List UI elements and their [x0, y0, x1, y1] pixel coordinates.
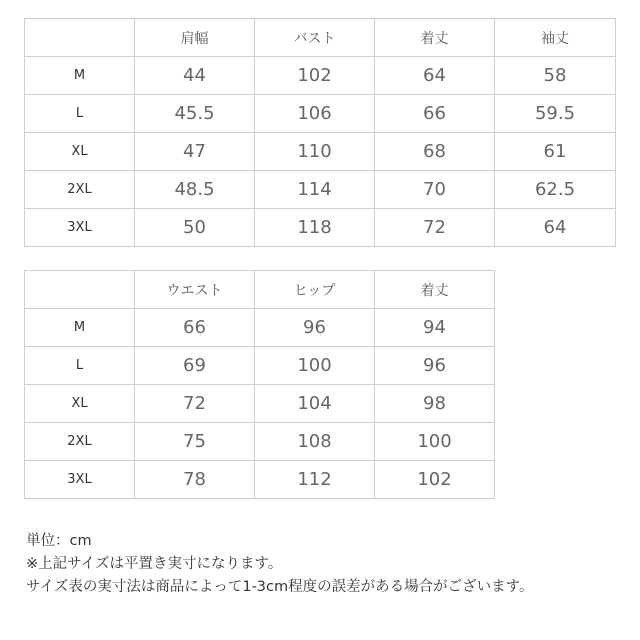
table-row — [25, 347, 495, 385]
table-cell: 98 — [375, 385, 495, 423]
table-row — [25, 423, 495, 461]
header-waist: ウエスト — [135, 271, 255, 309]
table-cell: 94 — [375, 309, 495, 347]
table-cell: 104 — [255, 385, 375, 423]
table-row — [25, 309, 495, 347]
size-label: L — [25, 347, 135, 385]
table-cell: 96 — [375, 347, 495, 385]
table-cell: 44 — [135, 57, 255, 95]
table-cell: 48.5 — [135, 171, 255, 209]
table-cell: 58 — [495, 57, 616, 95]
header-cell-blank — [25, 19, 135, 57]
size-label: 3XL — [25, 209, 135, 247]
table-cell: 69 — [135, 347, 255, 385]
table-row — [25, 385, 495, 423]
table-cell: 66 — [135, 309, 255, 347]
table-cell: 114 — [255, 171, 375, 209]
table-cell: 72 — [375, 209, 495, 247]
table-cell: 75 — [135, 423, 255, 461]
table-row — [25, 57, 616, 95]
table-cell: 50 — [135, 209, 255, 247]
table-cell: 96 — [255, 309, 375, 347]
table-cell: 78 — [135, 461, 255, 499]
header-length: 着丈 — [375, 19, 495, 57]
table-row — [25, 461, 495, 499]
size-label: L — [25, 95, 135, 133]
unit-note: 単位：cm — [26, 533, 92, 549]
tolerance-note: サイズ表の実寸法は商品によって1-3cm程度の誤差がある場合がございます。 — [26, 579, 534, 595]
table-cell: 102 — [375, 461, 495, 499]
table-cell: 102 — [255, 57, 375, 95]
table-row — [25, 133, 616, 171]
table-cell: 72 — [135, 385, 255, 423]
table-cell: 110 — [255, 133, 375, 171]
table-cell: 108 — [255, 423, 375, 461]
table-row — [25, 95, 616, 133]
size-label: M — [25, 309, 135, 347]
table-header-row — [25, 19, 616, 57]
size-notes — [26, 530, 533, 599]
header-sleeve: 袖丈 — [495, 19, 616, 57]
table-cell: 59.5 — [495, 95, 616, 133]
table-row — [25, 209, 616, 247]
table-cell: 64 — [375, 57, 495, 95]
table-header-row — [25, 271, 495, 309]
table-cell: 47 — [135, 133, 255, 171]
size-table-bottoms — [24, 270, 495, 499]
table-cell: 45.5 — [135, 95, 255, 133]
header-cell-blank — [25, 271, 135, 309]
table-cell: 112 — [255, 461, 375, 499]
header-shoulder: 肩幅 — [135, 19, 255, 57]
table-cell: 100 — [255, 347, 375, 385]
table-cell: 68 — [375, 133, 495, 171]
table-cell: 66 — [375, 95, 495, 133]
table-row — [25, 171, 616, 209]
size-label: 2XL — [25, 171, 135, 209]
size-label: 3XL — [25, 461, 135, 499]
size-label: 2XL — [25, 423, 135, 461]
table-cell: 62.5 — [495, 171, 616, 209]
measurement-note: ※上記サイズは平置き実寸になります。 — [26, 556, 283, 572]
size-label: M — [25, 57, 135, 95]
table-cell: 64 — [495, 209, 616, 247]
size-table-tops — [24, 18, 616, 247]
table-cell: 70 — [375, 171, 495, 209]
table-cell: 61 — [495, 133, 616, 171]
header-bust: バスト — [255, 19, 375, 57]
size-label: XL — [25, 133, 135, 171]
size-label: XL — [25, 385, 135, 423]
header-hip: ヒップ — [255, 271, 375, 309]
table-cell: 106 — [255, 95, 375, 133]
table-cell: 100 — [375, 423, 495, 461]
table-cell: 118 — [255, 209, 375, 247]
header-length: 着丈 — [375, 271, 495, 309]
